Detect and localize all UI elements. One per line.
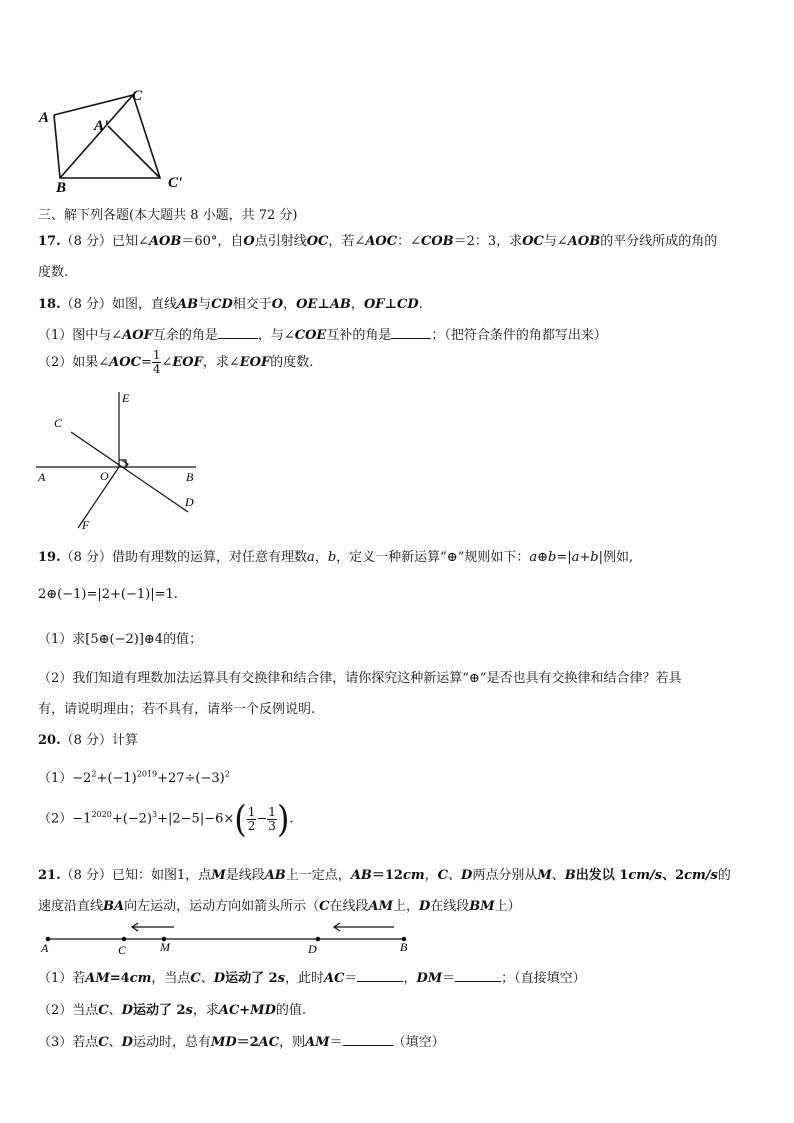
- q21-line1: [38, 864, 731, 883]
- text: =4: [109, 971, 130, 986]
- text: ，: [314, 550, 328, 565]
- text: ，则: [279, 1035, 306, 1050]
- text: 运动了 2: [225, 971, 278, 986]
- denominator: 4: [152, 362, 161, 376]
- q21-part3: [38, 1031, 445, 1050]
- text: −: [256, 811, 268, 827]
- numerator: 1: [152, 348, 161, 362]
- var: a: [571, 550, 580, 565]
- text: （1）图中与∠: [38, 328, 123, 343]
- right-paren: ): [276, 797, 290, 841]
- q19-part2-line1: （2）我们知道有理数加法运算具有交换律和结合律，请你探究这种新运算“⊕”是否也具有交换律和结合律？若具: [38, 671, 682, 686]
- label-F: F: [82, 518, 90, 532]
- text: 已知：如图1，点: [112, 868, 212, 883]
- var: C: [190, 971, 201, 986]
- intersecting-lines-figure: [34, 388, 214, 534]
- text: ，当点: [151, 971, 191, 986]
- text: 相交于: [232, 297, 272, 312]
- label-M: M: [160, 940, 170, 954]
- text: ＝12: [371, 868, 403, 883]
- numerator: 1: [247, 804, 256, 819]
- text: 的值；: [163, 632, 203, 647]
- var: OC: [522, 234, 544, 249]
- text: （3）若点: [38, 1035, 99, 1050]
- var: AOC: [109, 355, 141, 370]
- var: D: [121, 1035, 133, 1050]
- var: AM: [368, 899, 393, 914]
- var: M: [537, 868, 552, 883]
- text: 向左运动，运动方向如箭头所示（: [124, 899, 320, 914]
- label-C-prime: C': [168, 175, 183, 191]
- text: ：∠: [397, 234, 421, 249]
- var: D: [461, 868, 473, 883]
- var: AC: [258, 1035, 280, 1050]
- label-D: D: [308, 942, 317, 956]
- denominator: 2: [247, 818, 256, 833]
- var: AOB: [148, 234, 182, 249]
- text: 例如,: [603, 550, 634, 565]
- q18-part1: [38, 324, 607, 343]
- q18-points: （8 分）: [60, 297, 113, 312]
- unit: cm: [129, 971, 152, 986]
- var: O: [271, 297, 284, 312]
- label-C: C: [118, 943, 127, 957]
- text: ＝60°，自: [181, 234, 244, 249]
- q18-part2: [38, 349, 313, 376]
- label-O: O: [100, 469, 109, 483]
- q20-part1: [38, 767, 230, 786]
- q19-part2-line2: 有，请说明理由；若不具有，请举一个反例说明.: [38, 702, 316, 717]
- text: 互补的角是: [326, 328, 392, 343]
- unit: s: [185, 1003, 193, 1018]
- text: 互余的角是: [152, 328, 218, 343]
- label-A: A: [38, 470, 46, 484]
- text: （1）: [38, 771, 73, 786]
- text: +: [579, 550, 591, 565]
- q20-title-line: [38, 729, 138, 748]
- text: （2）如果∠: [38, 355, 110, 370]
- q17-line1: [38, 230, 717, 249]
- perp-symbol: ⊥: [317, 297, 330, 312]
- var: AOF: [122, 328, 153, 343]
- var: a: [529, 550, 538, 565]
- text: −1: [72, 811, 92, 827]
- section-heading: 三、解下列各题(本大题共 8 小题，共 72 分): [38, 208, 298, 223]
- var: D: [213, 971, 226, 986]
- exponent: 2: [224, 769, 230, 779]
- text: |: [598, 550, 604, 565]
- segment-figure: [36, 918, 416, 958]
- text: 上，: [392, 899, 419, 914]
- answer-blank: [391, 338, 431, 339]
- triangle-figure: [36, 84, 196, 196]
- text: 的度数.: [270, 355, 314, 370]
- var: C: [319, 899, 330, 914]
- q20-number: 20.: [38, 733, 61, 748]
- var: D: [418, 899, 431, 914]
- exponent: 2: [91, 769, 97, 779]
- text: 上一定点，: [285, 868, 351, 883]
- exponent: 2020: [91, 810, 112, 820]
- var: AB: [177, 297, 199, 312]
- text: 是线段: [225, 868, 265, 883]
- unit: cm/s: [628, 868, 663, 883]
- q17-number: 17.: [38, 234, 61, 249]
- var: OC: [306, 234, 329, 249]
- label-A: A: [39, 110, 50, 126]
- text: ，: [350, 297, 364, 312]
- label-A: A: [41, 941, 49, 955]
- q20-points: （8 分）: [60, 733, 113, 748]
- var: AB: [264, 868, 286, 883]
- unit: s: [277, 971, 285, 986]
- q18-line1: [38, 293, 423, 312]
- q21-number: 21.: [38, 868, 61, 883]
- var: D: [121, 1003, 133, 1018]
- var: OF: [363, 297, 385, 312]
- text: +|2−5|−6×: [157, 811, 235, 827]
- text: 的值.: [275, 1003, 306, 1018]
- text: 、: [108, 1003, 122, 1018]
- var: AOC: [365, 234, 398, 249]
- text: 如图，直线: [112, 297, 178, 312]
- var: AB: [350, 868, 372, 883]
- text: 借助有理数的运算，对任意有理数: [112, 550, 308, 565]
- text: ＝: [442, 971, 456, 986]
- text: 运动时，总有: [132, 1035, 211, 1050]
- label-B: B: [400, 940, 408, 954]
- var: C: [437, 868, 449, 883]
- q19-number: 19.: [38, 550, 61, 565]
- q19-points: （8 分）: [60, 550, 113, 565]
- text: （1）若: [38, 971, 86, 986]
- text: ，: [403, 971, 417, 986]
- denominator: 3: [268, 818, 276, 833]
- var: b: [590, 550, 599, 565]
- var: OE: [296, 297, 318, 312]
- text: 、2: [662, 868, 685, 883]
- text: 的: [717, 868, 731, 883]
- text: ，: [283, 297, 297, 312]
- var: b: [548, 550, 557, 565]
- text: ＝2：3，求: [453, 234, 523, 249]
- var: MD: [210, 1035, 237, 1050]
- text: ∠: [161, 355, 173, 370]
- label-A-prime: A': [94, 118, 109, 134]
- text: +27÷(−3): [157, 771, 225, 786]
- text: （1）求: [38, 632, 86, 647]
- var: B: [564, 868, 576, 883]
- answer-blank: [357, 981, 403, 982]
- q21-line2: [38, 895, 521, 914]
- numerator: 1: [268, 804, 276, 819]
- text: .: [418, 297, 423, 312]
- text: ，: [424, 868, 438, 883]
- text: 与∠: [543, 234, 568, 249]
- text: ，此时: [284, 971, 324, 986]
- q18-number: 18.: [38, 297, 61, 312]
- unit: cm: [402, 868, 425, 883]
- text: +(−1): [96, 771, 137, 786]
- q19-line1: [38, 546, 633, 565]
- var: O: [243, 234, 255, 249]
- q20-part2: [38, 797, 294, 841]
- label-E: E: [122, 391, 130, 405]
- var: EOF: [172, 355, 203, 370]
- text: 速度沿直线: [38, 899, 104, 914]
- text: ，定义一种新运算“⊕”规则如下：: [336, 550, 530, 565]
- var: CD: [396, 297, 419, 312]
- label-C: C: [54, 416, 63, 430]
- var: CD: [211, 297, 233, 312]
- var: b: [327, 550, 337, 565]
- var: COE: [294, 328, 327, 343]
- text: ；（把符合条件的角都写出来）: [431, 328, 607, 343]
- var: DM: [416, 971, 443, 986]
- text: 计算: [112, 733, 139, 748]
- var: COB: [420, 234, 454, 249]
- text: 两点分别从: [472, 868, 538, 883]
- text: 点引射线: [254, 234, 307, 249]
- text: ⊕: [537, 550, 549, 565]
- text: 、: [551, 868, 565, 883]
- q21-part1: [38, 967, 586, 986]
- text: 的平分线所成的角的: [600, 234, 718, 249]
- q19-part1: [38, 628, 202, 647]
- q17-points: （8 分）: [60, 234, 113, 249]
- text: ，若∠: [328, 234, 366, 249]
- text: +(−2): [111, 811, 153, 827]
- text: =|: [556, 550, 572, 565]
- left-paren: (: [234, 797, 247, 841]
- var: BA: [103, 899, 125, 914]
- text: ＝: [329, 1035, 343, 1050]
- perp-symbol: ⊥: [384, 297, 397, 312]
- label-B: B: [56, 180, 67, 196]
- text: ，求∠: [202, 355, 240, 370]
- text: 已知∠: [112, 234, 149, 249]
- label-D: D: [185, 495, 194, 509]
- text: ，与∠: [257, 328, 295, 343]
- var: AB: [329, 297, 351, 312]
- exponent: 3: [152, 810, 158, 820]
- var: a: [307, 550, 315, 565]
- text: .: [289, 811, 294, 827]
- exponent: 2019: [136, 769, 158, 779]
- var: AC+MD: [218, 1003, 276, 1018]
- answer-blank: [455, 981, 501, 982]
- text: 在线段: [430, 899, 470, 914]
- q19-example: 2⊕(−1)=|2+(−1)|=1.: [38, 587, 178, 602]
- q21-points: （8 分）: [60, 868, 113, 883]
- var: M: [211, 868, 226, 883]
- var: BM: [469, 899, 495, 914]
- text: ＝: [344, 971, 358, 986]
- var: AM: [85, 971, 110, 986]
- text: ＝2: [236, 1035, 259, 1050]
- text: 、: [200, 971, 214, 986]
- fraction-half: [247, 806, 257, 833]
- text: （填空）: [392, 1035, 445, 1050]
- var: C: [98, 1003, 109, 1018]
- text: =: [140, 355, 152, 370]
- answer-blank: [343, 1045, 393, 1046]
- var: AOB: [567, 234, 601, 249]
- var: C: [98, 1035, 109, 1050]
- text: 上）: [494, 899, 521, 914]
- var: EOF: [239, 355, 271, 370]
- text: 在线段: [329, 899, 369, 914]
- text: 、: [448, 868, 462, 883]
- text: （2）: [38, 811, 73, 827]
- answer-blank: [218, 338, 258, 339]
- text: 、: [108, 1035, 122, 1050]
- text: ，求: [192, 1003, 219, 1018]
- text: 与: [198, 297, 212, 312]
- expression: [5⊕(−2)]⊕4: [85, 632, 164, 647]
- var: AC: [323, 971, 345, 986]
- q17-line2: 度数.: [38, 265, 69, 280]
- var: AM: [305, 1035, 330, 1050]
- text: ；（直接填空）: [501, 971, 586, 986]
- text: （2）当点: [38, 1003, 99, 1018]
- fraction-third: [267, 806, 277, 833]
- text: 出发以 1: [575, 868, 629, 883]
- label-C: C: [132, 88, 143, 104]
- text: 运动了 2: [132, 1003, 186, 1018]
- q21-part2: [38, 999, 306, 1018]
- label-B: B: [186, 470, 194, 484]
- text: −2: [72, 771, 92, 786]
- unit: cm/s: [684, 868, 718, 883]
